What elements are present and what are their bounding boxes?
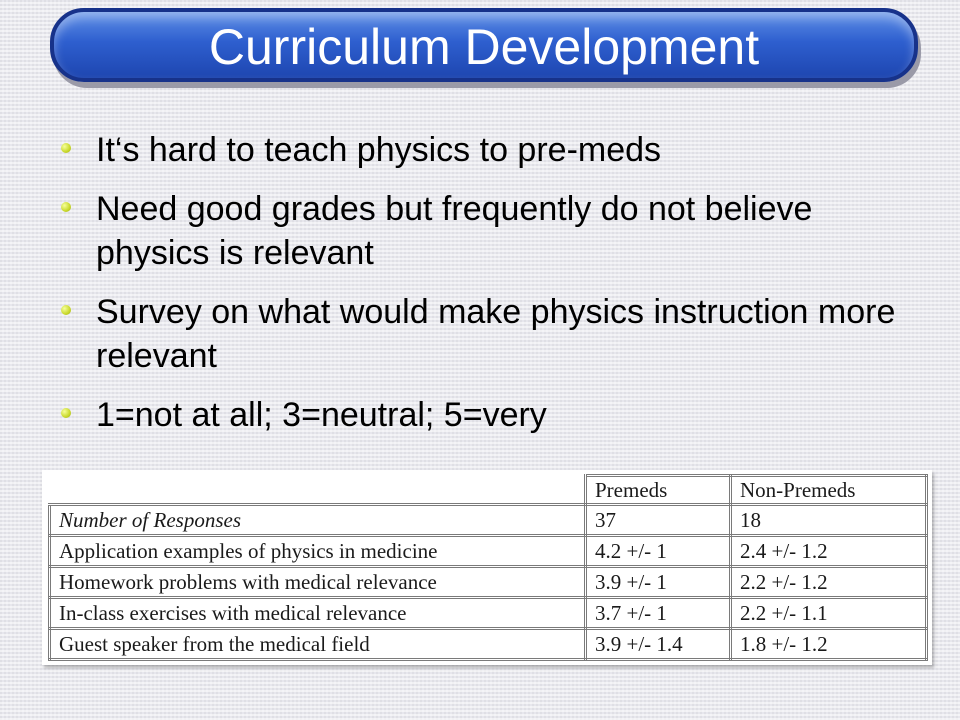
bullet-item bbox=[58, 290, 918, 378]
premeds-value: 3.9 +/- 1.4 bbox=[586, 629, 731, 660]
table-header-row bbox=[50, 476, 927, 505]
bullet-text: Survey on what would make physics instruction more relevant bbox=[96, 293, 896, 375]
table-row bbox=[50, 536, 927, 567]
table-row bbox=[50, 598, 927, 629]
premeds-value: 3.9 +/- 1 bbox=[586, 567, 731, 598]
row-label: Guest speaker from the medical field bbox=[50, 629, 586, 660]
bullet-item bbox=[58, 393, 918, 437]
table-row bbox=[50, 567, 927, 598]
premeds-value: 37 bbox=[586, 505, 731, 536]
title-bar bbox=[50, 8, 918, 82]
non-premeds-value: 18 bbox=[731, 505, 927, 536]
bullet-text: It‘s hard to teach physics to pre-meds bbox=[96, 131, 662, 169]
premeds-value: 3.7 +/- 1 bbox=[586, 598, 731, 629]
table-row bbox=[50, 505, 927, 536]
non-premeds-value: 2.2 +/- 1.1 bbox=[731, 598, 927, 629]
non-premeds-value: 2.4 +/- 1.2 bbox=[731, 536, 927, 567]
non-premeds-value: 1.8 +/- 1.2 bbox=[731, 629, 927, 660]
bullet-text: 1=not at all; 3=neutral; 5=very bbox=[96, 396, 547, 434]
slide-title: Curriculum Development bbox=[208, 19, 760, 75]
table-row bbox=[50, 629, 927, 660]
bullet-item bbox=[58, 128, 918, 172]
bullet-list bbox=[58, 128, 918, 452]
table-header-blank bbox=[50, 476, 586, 505]
table-header-non-premeds: Non-Premeds bbox=[731, 476, 927, 505]
bullet-item bbox=[58, 187, 918, 275]
bullet-text: Need good grades but frequently do not believe physics is relevant bbox=[96, 190, 813, 272]
survey-table-image bbox=[42, 470, 932, 665]
bullet-dot-icon bbox=[61, 143, 71, 153]
row-label: In-class exercises with medical relevance bbox=[50, 598, 586, 629]
bullet-dot-icon bbox=[61, 202, 71, 212]
non-premeds-value: 2.2 +/- 1.2 bbox=[731, 567, 927, 598]
row-label: Application examples of physics in medicine bbox=[50, 536, 586, 567]
row-label: Number of Responses bbox=[50, 505, 586, 536]
premeds-value: 4.2 +/- 1 bbox=[586, 536, 731, 567]
bullet-dot-icon bbox=[61, 408, 71, 418]
table-header-premeds: Premeds bbox=[586, 476, 731, 505]
bullet-dot-icon bbox=[61, 305, 71, 315]
survey-table bbox=[48, 474, 928, 661]
row-label: Homework problems with medical relevance bbox=[50, 567, 586, 598]
